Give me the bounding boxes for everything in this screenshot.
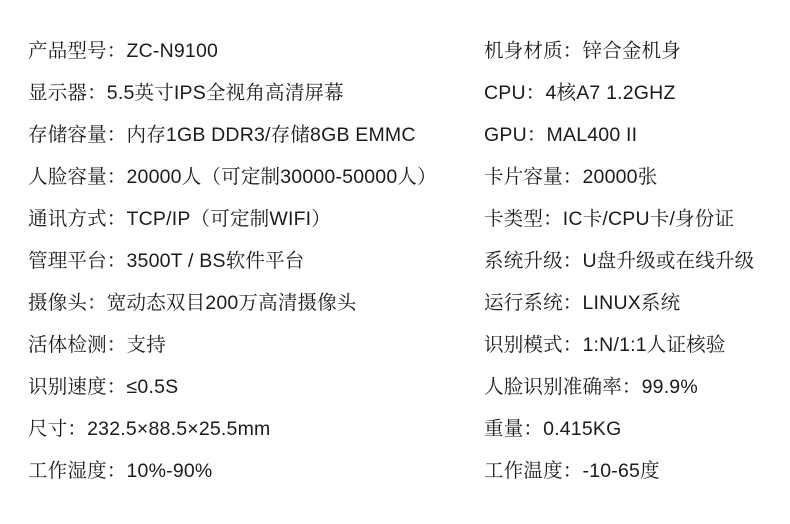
spec-item-cpu: CPU：4核A7 1.2GHZ xyxy=(484,82,676,104)
spec-item-platform: 管理平台：3500T / BS软件平台 xyxy=(28,250,305,272)
spec-item-humidity: 工作湿度：10%-90% xyxy=(28,460,213,482)
spec-item-storage: 存储容量：内存1GB DDR3/存储8GB EMMC xyxy=(28,124,416,146)
spec-item-temperature: 工作温度：-10-65度 xyxy=(484,460,660,482)
spec-item-accuracy: 人脸识别准确率：99.9% xyxy=(484,376,698,398)
spec-item-card-capacity: 卡片容量：20000张 xyxy=(484,166,658,188)
spec-item-model: 产品型号：ZC-N9100 xyxy=(28,40,219,62)
spec-item-recognition-speed: 识别速度：≤0.5S xyxy=(28,376,179,398)
spec-item-system-upgrade: 系统升级：U盘升级或在线升级 xyxy=(484,250,755,272)
spec-item-camera: 摄像头：宽动态双目200万高清摄像头 xyxy=(28,292,357,314)
spec-item-display: 显示器：5.5英寸IPS全视角高清屏幕 xyxy=(28,82,344,104)
spec-item-recognition-mode: 识别模式：1:N/1:1人证核验 xyxy=(484,334,726,356)
spec-item-communication: 通讯方式：TCP/IP（可定制WIFI） xyxy=(28,208,331,230)
spec-item-os: 运行系统：LINUX系统 xyxy=(484,292,681,314)
spec-item-face-capacity: 人脸容量：20000人（可定制30000-50000人） xyxy=(28,166,437,188)
spec-item-gpu: GPU：MAL400 II xyxy=(484,124,638,146)
spec-item-dimensions: 尺寸：232.5×88.5×25.5mm xyxy=(28,418,271,440)
spec-item-weight: 重量：0.415KG xyxy=(484,418,622,440)
spec-table xyxy=(26,30,772,492)
spec-item-liveness: 活体检测：支持 xyxy=(28,334,166,356)
spec-item-material: 机身材质：锌合金机身 xyxy=(484,40,682,62)
spec-item-card-type: 卡类型：IC卡/CPU卡/身份证 xyxy=(484,208,735,230)
